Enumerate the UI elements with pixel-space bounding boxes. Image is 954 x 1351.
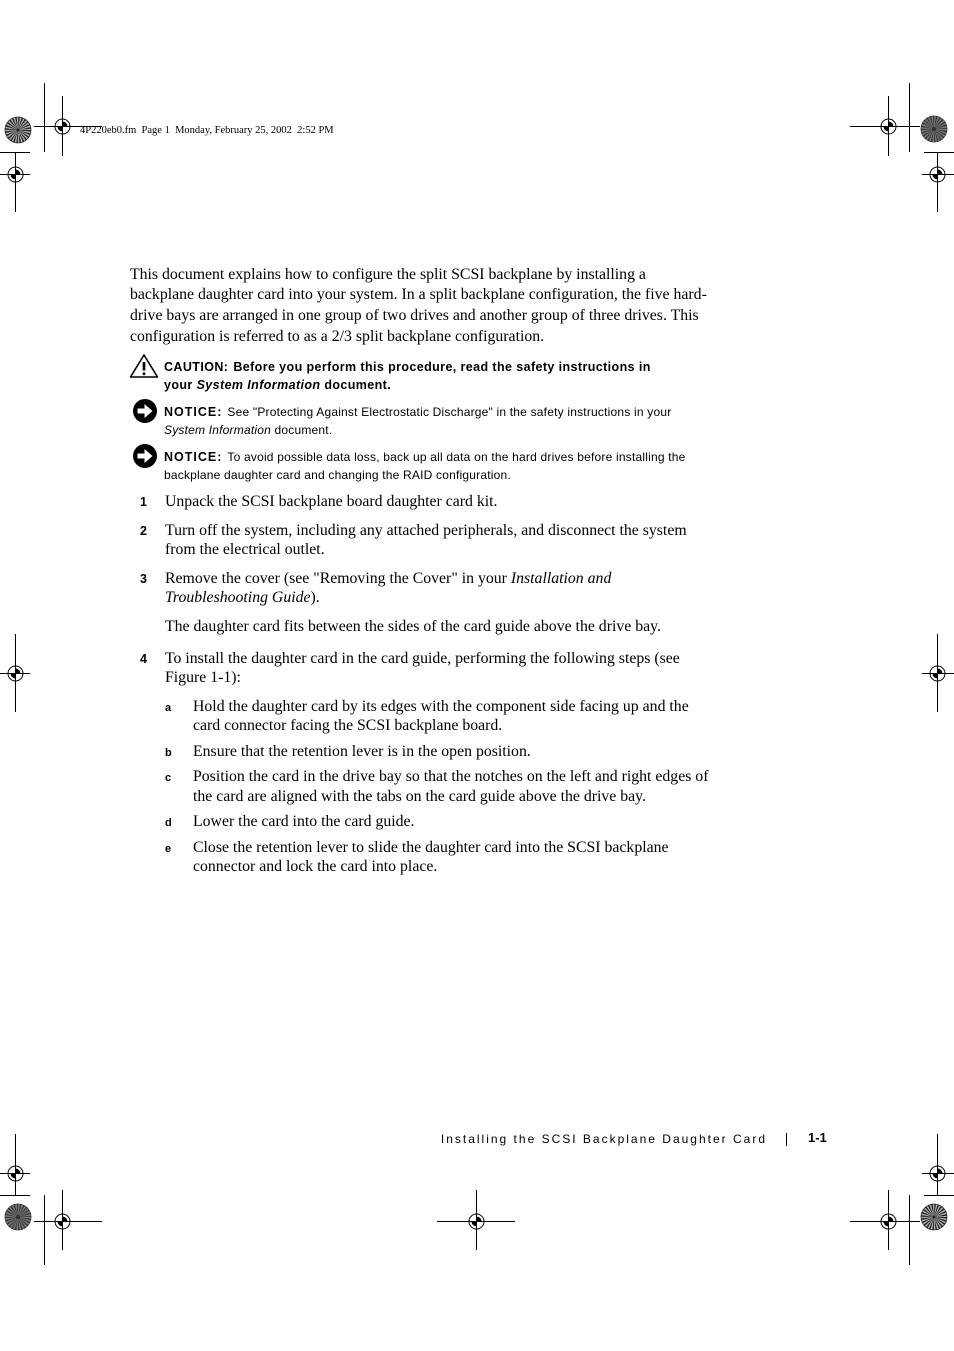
step-number: 1 [140,495,147,509]
substep-text: connector and lock the card into place. [193,858,438,875]
step-number: 2 [140,524,147,538]
step-text: To install the daughter card in the card guide, performing the following steps (see [165,650,680,667]
intro-line: This document explains how to configure the split SCSI backplane by installing a [130,266,646,283]
notice-line [164,422,332,438]
caution-label: CAUTION: [164,360,229,374]
caution-text: document. [320,378,392,392]
step-text-segment: Remove the cover (see "Removing the Cover" in your [165,570,511,587]
intro-line: backplane daughter card into your system. In a split backplane configuration, the five hard- [130,286,707,303]
notice-label: NOTICE: [164,450,223,464]
step-text-segment: ). [310,589,320,606]
guide-title: Installation and [510,570,612,587]
step-number: 4 [140,652,147,666]
registration-target-icon [930,666,945,681]
substep-letter: d [165,817,172,829]
step-note: The daughter card fits between the sides of the card guide above the drive bay. [165,618,661,635]
chapter-title: Installing the SCSI Backplane Daughter Card [440,1132,767,1146]
step-text [165,588,320,608]
caution-triangle-icon [129,353,159,379]
registration-target-icon [930,1166,945,1181]
notice-arrow-icon [132,398,158,424]
registration-target-icon [881,119,896,134]
registration-target-icon [55,119,70,134]
crop-marks-bottom-right [850,1134,954,1265]
registration-target-icon [881,1214,896,1229]
substep-letter: b [165,747,172,759]
caution-text: your [164,378,197,392]
registration-target-icon [469,1214,484,1229]
registration-target-icon [55,1214,70,1229]
substep-letter: c [165,772,172,784]
step-text: Figure 1-1): [165,669,241,686]
notice-arrow-icon [132,443,158,469]
substep-letter: a [165,702,172,714]
caution-line [164,377,391,393]
guide-title: Troubleshooting Guide [165,589,311,606]
notice-line [164,404,671,420]
substep-text: Ensure that the retention lever is in the open position. [193,743,531,760]
registration-target-icon [8,1166,23,1181]
registration-target-icon [930,167,945,182]
document-title: System Information [196,378,321,392]
starburst-icon [921,1204,947,1230]
step-text: from the electrical outlet. [165,541,325,558]
substep-letter: e [165,843,172,855]
document-title: System Information [164,423,271,437]
notice-line: backplane daughter card and changing the RAID configuration. [164,468,511,482]
caution-text: Before you perform this procedure, read the safety instructions in [233,360,651,374]
notice-text: See "Protecting Against Electrostatic Discharge" in the safety instructions in your [227,405,672,419]
substep-text: Close the retention lever to slide the daughter card into the SCSI backplane [193,839,669,856]
step-text: Turn off the system, including any attached peripherals, and disconnect the system [165,522,687,539]
crop-marks-bottom-left [0,1134,102,1265]
substep-text: Position the card in the drive bay so that the notches on the left and right edges of [193,768,709,785]
notice-label: NOTICE: [164,405,223,419]
step-text: Unpack the SCSI backplane board daughter card kit. [165,493,498,510]
footer-divider [786,1133,787,1146]
crop-marks-top-left [0,83,102,212]
crop-marks-top-right [850,83,954,212]
step-number: 3 [140,572,147,586]
notice-line [164,449,686,465]
starburst-icon [5,1204,31,1230]
substep-text: card connector facing the SCSI backplane board. [193,717,503,734]
substep-text: Hold the daughter card by its edges with the component side facing up and the [193,698,689,715]
notice-text: To avoid possible data loss, back up all data on the hard drives before installing the [227,450,686,464]
step-text [165,569,611,589]
intro-line: drive bays are arranged in one group of two drives and another group of three drives. This [130,307,699,324]
page-number: 1-1 [808,1130,827,1145]
caution-line [164,359,651,375]
notice-text: document. [270,423,333,437]
crop-marks-bottom-middle [437,1190,515,1250]
registration-target-icon [8,666,23,681]
starburst-icon [921,116,947,142]
registration-target-icon [8,167,23,182]
substep-text: the card are aligned with the tabs on the card guide above the drive bay. [193,788,646,805]
substep-text: Lower the card into the card guide. [193,813,415,830]
page-slug: 4P220eb0.fm Page 1 Monday, February 25, 2002 2:52 PM [80,125,334,136]
intro-line: configuration is referred to as a 2/3 split backplane configuration. [130,328,545,345]
starburst-icon [5,117,31,143]
